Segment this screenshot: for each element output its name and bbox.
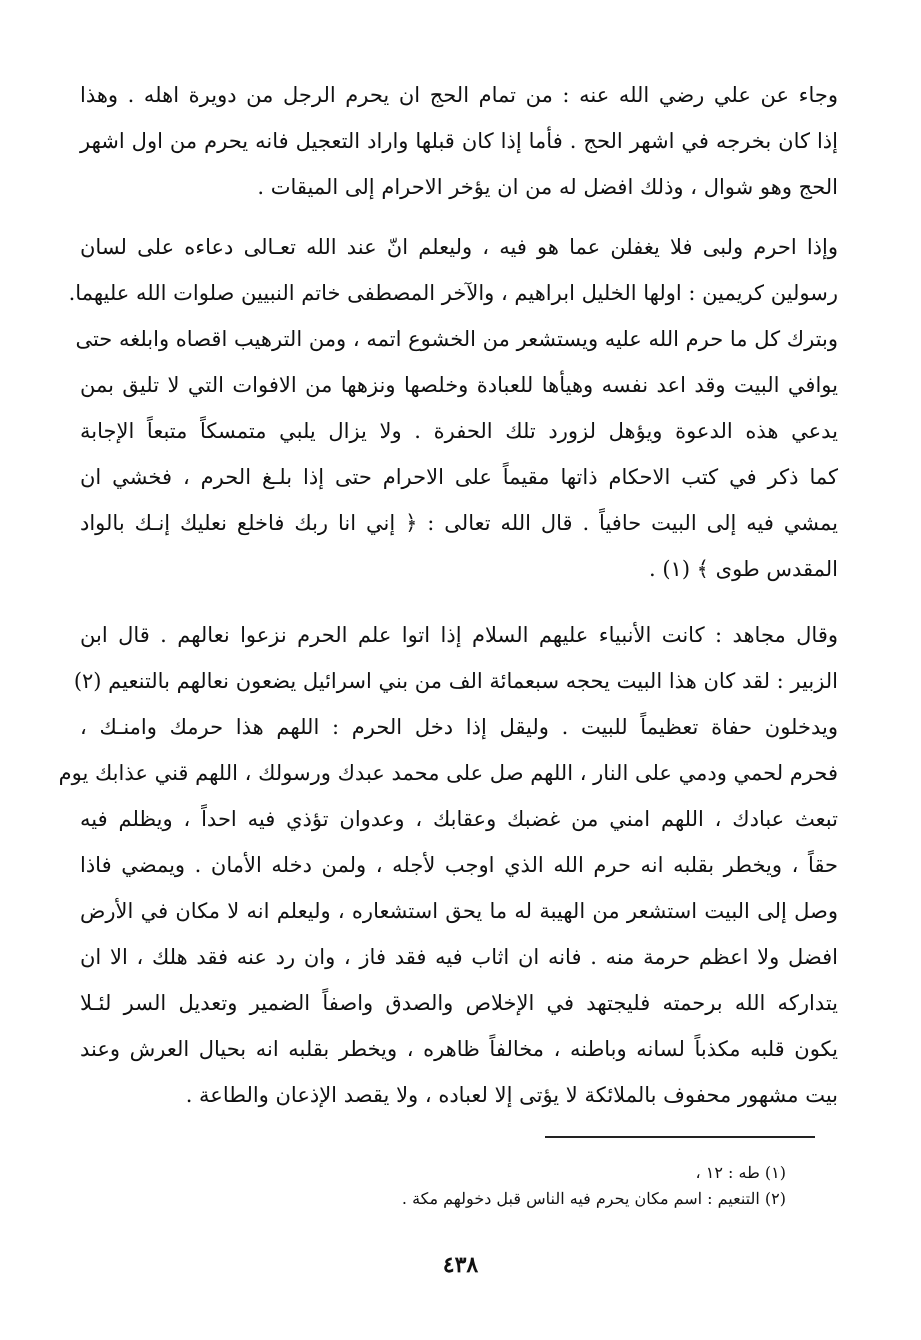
text-line: ويدخلون حفاة تعظيماً للبيت . وليقل إذا دخل الحرم : اللهم هذا حرمك وامنـك ، [80, 715, 838, 739]
text-line: وإذا احرم ولبى فلا يغفلن عما هو فيه ، وليعلم انّ عند الله تعـالى دعاءه على لسان [80, 235, 838, 259]
text-line: يكون قلبه مكذباً لسانه وباطنه ، مخالفاً ظاهره ، ويخطر بقلبه انه بحيال العرش وعند [80, 1037, 838, 1061]
footnote-divider [545, 1136, 815, 1138]
text-line: الزبير : لقد كان هذا البيت يحجه سبعمائة الف من بني اسرائيل يضعون نعالهم بالتنعيم (٢) [73, 669, 838, 693]
footnote-1: (١) طه : ١٢ ، [695, 1163, 786, 1182]
footnotes [80, 1160, 786, 1212]
text-line: تبعث عبادك ، اللهم امني من غضبك وعقابك ، وعدوان تؤذي فيه احداً ، ويظلم فيه [80, 807, 838, 831]
footnote-2: (٢) التنعيم : اسم مكان يحرم فيه الناس قبل دخولهم مكة . [401, 1189, 786, 1208]
text-line: افضل ولا اعظم حرمة منه . فانه ان اثاب فيه فقد فاز ، وان رد عنه فقد هلك ، الا ان [80, 945, 838, 969]
paragraph-3 [58, 612, 838, 1118]
text-line: إذا كان بخرجه في اشهر الحج . فأما إذا كان قبلها واراد التعجيل فانه يحرم من اول اشهر [80, 129, 838, 153]
page-number: ٤٣٨ [442, 1252, 479, 1278]
paragraph-2 [68, 224, 838, 592]
text-line: يدعي هذه الدعوة ويؤهل لزورد تلك الحفرة . ولا يزال يلبي متمسكاً متبعاً الإجابة [80, 419, 838, 443]
text-line: وصل إلى البيت استشعر من الهيبة له ما يحق استشعاره ، وليعلم انه لا مكان في الأرض [80, 899, 838, 923]
text-line: يوافي البيت وقد اعد نفسه وهيأها للعبادة وخلصها ونزهها من الافوات التي لا تليق بمن [80, 373, 838, 397]
text-line: رسولين كريمين : اولها الخليل ابراهيم ، والآخر المصطفى خاتم النبيين صلوات الله عليهما. [68, 281, 838, 305]
text-line: كما ذكر في كتب الاحكام ذاتها مقيماً على الاحرام حتى إذا بلـغ الحرم ، فخشي ان [80, 465, 838, 489]
text-line: وجاء عن علي رضي الله عنه : من تمام الحج ان يحرم الرجل من دويرة اهله . وهذا [80, 83, 838, 107]
main-text [58, 72, 838, 1118]
text-line: يتداركه الله برحمته فليجتهد في الإخلاص والصدق واصفاً الضمير وتعديل السر لئـلا [80, 991, 838, 1015]
paragraph-1 [80, 72, 838, 210]
text-line: فحرم لحمي ودمي على النار ، اللهم صل على محمد عبدك ورسولك ، اللهم قني عذابك يوم [58, 761, 838, 785]
text-line: وقال مجاهد : كانت الأنبياء عليهم السلام إذا اتوا علم الحرم نزعوا نعالهم . قال ابن [80, 623, 838, 647]
text-line: وبترك كل ما حرم الله عليه ويستشعر من الخشوع اتمه ، ومن الترهيب اقصاه وابلغه حتى [75, 327, 838, 351]
text-line: حقاً ، ويخطر بقلبه انه حرم الله الذي اوجب لأجله ، ولمن دخله الأمان . ويمضي فاذا [80, 853, 838, 877]
text-line: بيت مشهور محفوف بالملائكة لا يؤتى إلا لعباده ، ولا يقصد الإذعان والطاعة . [185, 1083, 838, 1107]
text-line: الحج وهو شوال ، وذلك افضل له من ان يؤخر الاحرام إلى الميقات . [257, 175, 838, 199]
text-line: يمشي فيه إلى البيت حافياً . قال الله تعالى : ﴿ إني انا ربك فاخلع نعليك إنـك بالواد [80, 511, 838, 535]
text-line: المقدس طوى ﴾ (١) . [648, 557, 838, 581]
